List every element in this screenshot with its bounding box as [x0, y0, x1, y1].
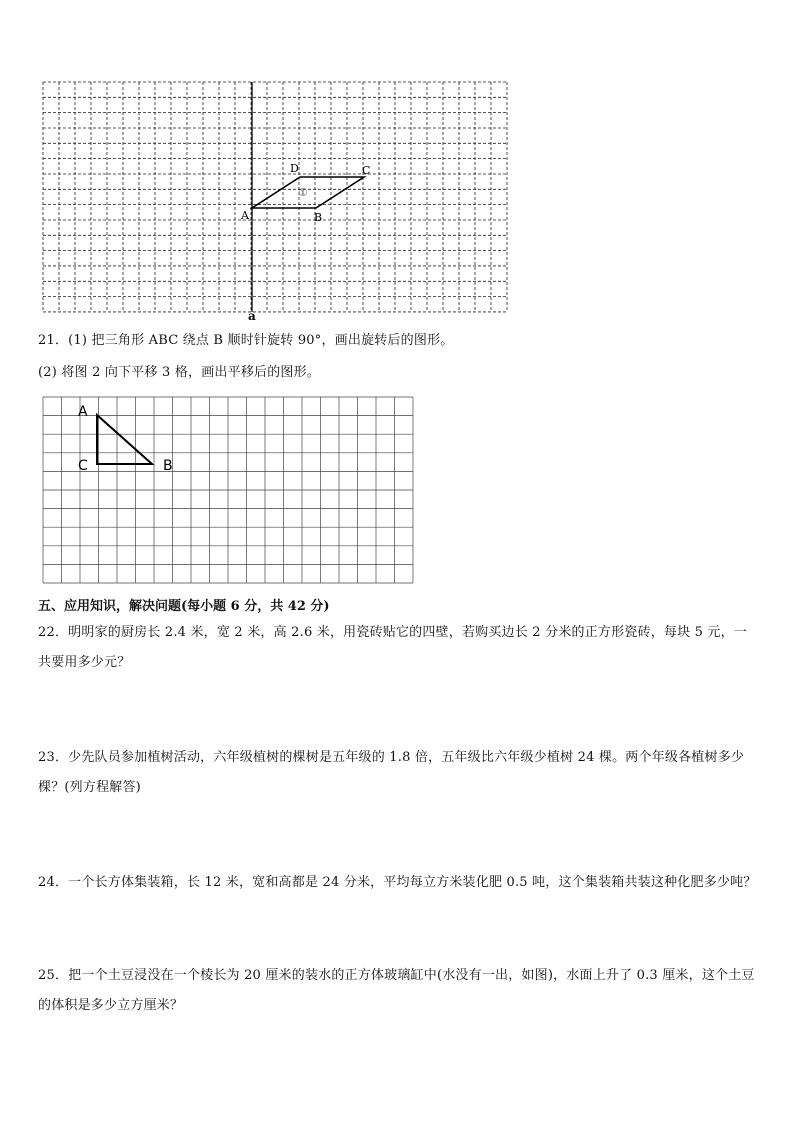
grid-2-lines — [43, 397, 413, 583]
question-21-part-2: (2) 将图 2 向下平移 3 格，画出平移后的图形。 — [38, 365, 321, 380]
grid-figure-2 — [0, 390, 794, 590]
point-label-a: A — [241, 209, 249, 222]
triangle-label-b: B — [163, 458, 173, 474]
section-5-title: 五、应用知识，解决问题(每小题 6 分，共 42 分) — [38, 599, 330, 614]
question-23: 23．少先队员参加植树活动，六年级植树的棵树是五年级的 1.8 倍，五年级比六年级少植树 24 棵。两个年级各植树多少棵？(列方程解答) — [38, 750, 745, 795]
axis-label-a: a — [248, 309, 256, 323]
grid-figure-1 — [0, 0, 794, 330]
question-24: 24．一个长方体集装箱，长 12 米，宽和高都是 24 分米，平均每立方米装化肥 0.5 吨，这个集装箱共装这种化肥多少吨？ — [38, 875, 757, 890]
shape-label-1: ① — [298, 186, 308, 199]
triangle-label-a: A — [78, 404, 88, 420]
grid-1-dashed-lines — [43, 82, 507, 312]
question-25: 25．把一个土豆浸没在一个棱长为 20 厘米的装水的正方体玻璃缸中(水没有一出，如图)，水面上升了 0.3 厘米，这个土豆的体积是多少立方厘米？ — [38, 968, 755, 1013]
triangle-abc — [97, 415, 152, 464]
point-label-d: D — [290, 162, 299, 175]
point-label-b: B — [314, 211, 323, 224]
question-22: 22．明明家的厨房长 2.4 米，宽 2 米，高 2.6 米，用瓷砖贴它的四壁，若购买边长 2 分米的正方形瓷砖，每块 5 元，一共要用多少元？ — [38, 625, 748, 670]
point-label-c: C — [362, 164, 371, 177]
question-21-part-1: 21．(1) 把三角形 ABC 绕点 B 顺时针旋转 90°，画出旋转后的图形。 — [38, 333, 454, 348]
triangle-label-c: C — [78, 458, 88, 474]
